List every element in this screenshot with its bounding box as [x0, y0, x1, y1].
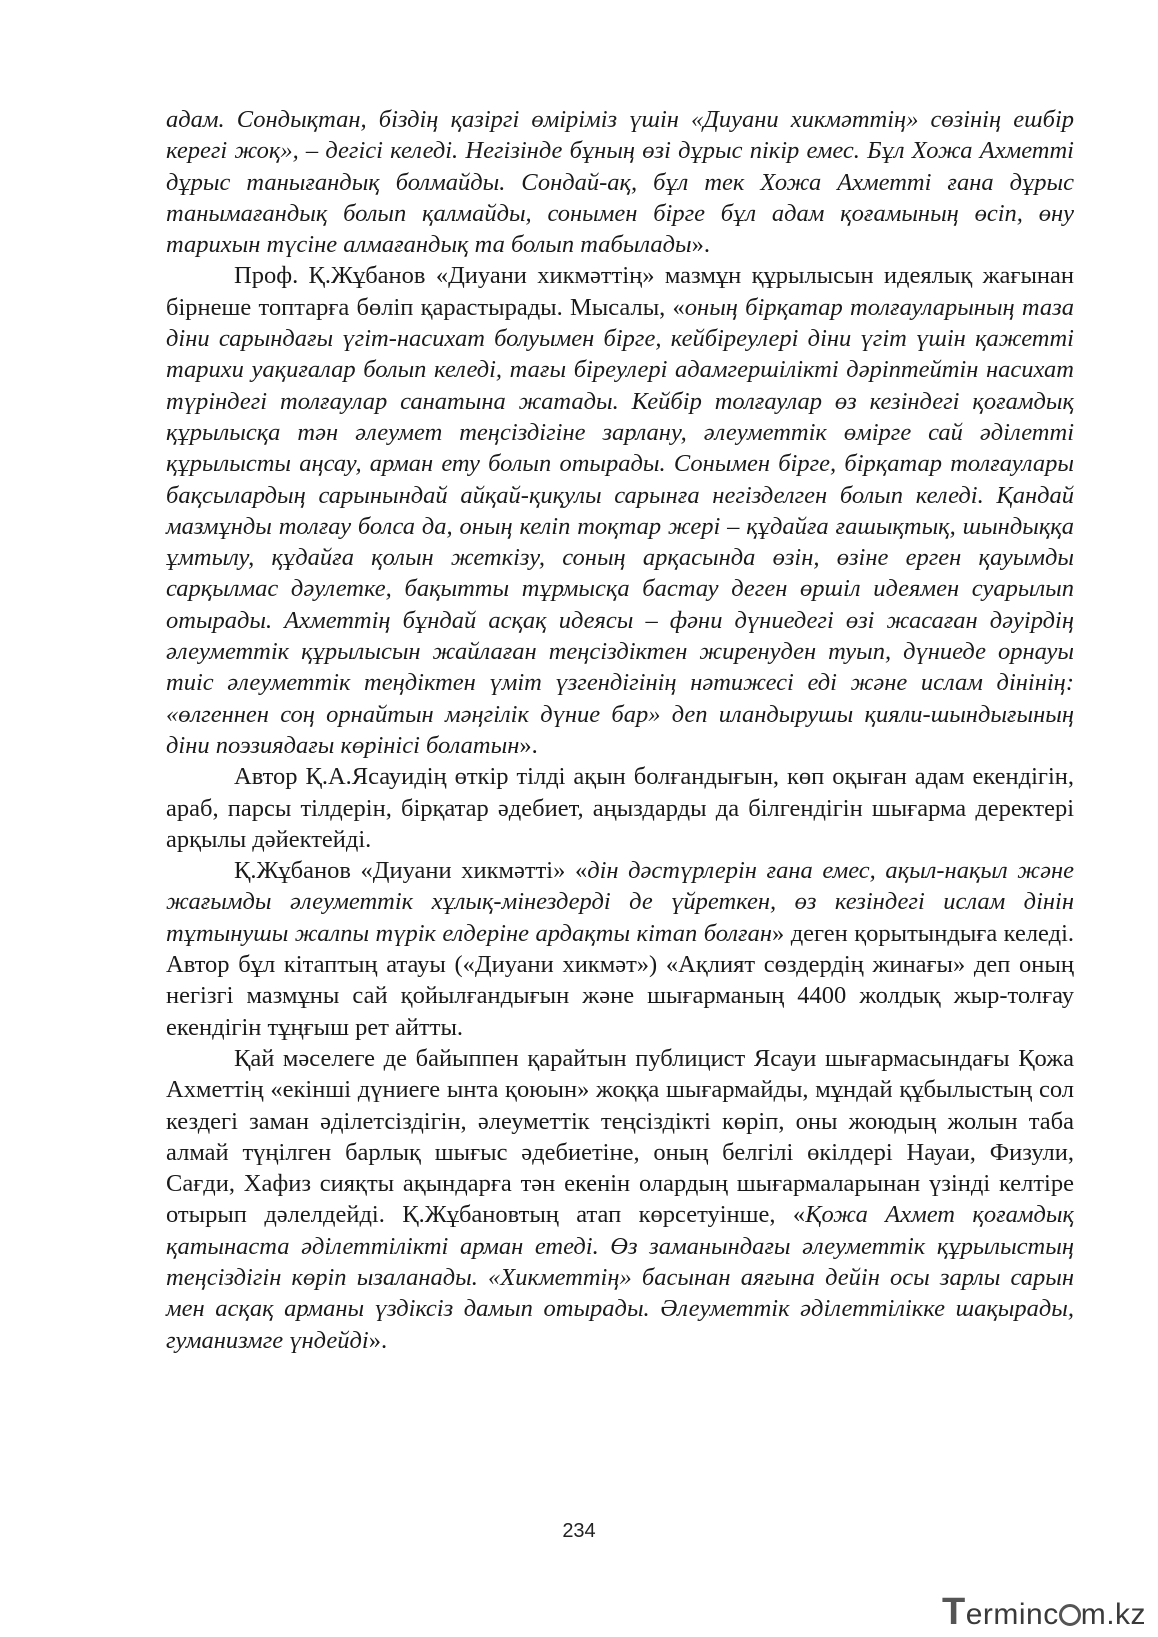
document-body	[166, 104, 1074, 1356]
termincom-watermark-logo	[942, 1591, 1152, 1633]
page-number: 234	[562, 1520, 596, 1542]
text-run: ».	[368, 1326, 388, 1354]
italic-quote-run: адам. Сондықтан, біздің қазіргі өміріміз үшін «Диуани хикмәттің» сөзінің ешбір керегі жоқ», – дегісі келеді. Негізінде бұның өзі дұрыс пікір емес. Бұл Хожа Ахметті дұрыс танығандық болмайды. Сондай-ақ, бұл тек Хожа Ахметті ғана дұрыс танымағандық болып қалмайды, сонымен бірге бұл адам қоғамының өсіп, өну тарихын түсіне алмағандық та болып табылады	[166, 106, 1074, 259]
text-run: Автор Қ.А.Ясауидің өткір тілді ақын болғандығын, көп оқыған адам екендігін, араб, парсы тілдерін, бірқатар әдебиет, аңыздарды да білгендігін шығарма деректері арқылы дәйектейді.	[166, 763, 1074, 853]
watermark-o-circle-icon	[1059, 1604, 1081, 1626]
watermark-t: T	[942, 1591, 966, 1633]
italic-quote-run: дін дәстүрлерін ғана емес, ақыл-нақыл және жағымды әлеуметтік хұлық-мінездерді де үйреткен, өз кезіндегі ислам дінін тұтынушы жалпы түрік елдеріне ардақты кітап болған	[166, 857, 1074, 947]
italic-quote-run: Қожа Ахмет қоғамдық қатынаста әділеттілікті арман етеді. Өз заманындағы әлеуметтік құрылыстың теңсіздігін көріп ызаланады. «Хикметтің» басынан аяғына дейін осы зарлы сарын мен асқақ арманы үздіксіз дамып отырады. Әлеуметтік әділеттілікке шақырады, гуманизмге үндейді	[166, 1201, 1074, 1354]
paragraph	[166, 1043, 1074, 1356]
watermark-part2: c	[1043, 1598, 1059, 1631]
watermark-part3: m.kz	[1080, 1598, 1147, 1631]
italic-quote-run: оның бірқатар толғауларының таза діни сарындағы үгіт-насихат болуымен бірге, кейбіреулері діни үгіт үшін қажетті тарихи уақиғалар болып келеді, тағы біреулері адамгершілікті дәріптейтін насихат түріндегі толғаулар санатына жатады. Кейбір толғаулар өз кезіндегі қоғамдық құрылысқа тән әлеумет теңсіздігіне зарлану, әлеуметтік өмірге сай әділетті құрылысты аңсау, арман ету болып отырады. Сонымен бірге, бірқатар толғаулары бақсылардың сарынындай айқай-қиқулы сарынға негізделген болып келеді. Қандай мазмұнды толғау болса да, оның келіп тоқтар жері – құдайға ғашықтық, шындыққа ұмтылу, құдайға қолын жеткізу, соның арқасында өзін, өзіне ерген қауымды сарқылмас дәулетке, бақытты тұрмысқа бастау деген өршіл идеямен суарылып отырады. Ахметтің бұндай асқақ идеясы – фәни дүниедегі өзі жасаған дәуірдің әлеуметтік құрылысын жайлаған теңсіздіктен жиренуден туып, дүниеде орнауы тиіс әлеуметтік теңдіктен үміт үзгендігінің нәтижесі еді және ислам дінінің: «өлгеннен соң орнайтын мәңгілік дүние бар» деп иландырушы қияли-шындығының діни поэзиядағы көрінісі болатын	[166, 293, 1074, 759]
text-run: ».	[691, 231, 711, 259]
text-run: » деген қорытындыға келеді. Автор бұл кітаптың атауы («Диуани хикмәт») «Ақлият сөздердің жинағы» деп оның негізгі мазмұны сай қойылғандығын және шығарманың 4400 жолдық жыр-толғау екендігін тұңғыш рет айтты.	[166, 919, 1074, 1041]
paragraph	[166, 761, 1074, 855]
paragraph	[166, 104, 1074, 260]
text-run: Проф. Қ.Жұбанов «Диуани хикмәттің» мазмұн құрылысын идеялық жағынан бірнеше топтарға бөліп қарастырады. Мысалы, «	[166, 262, 1074, 321]
text-run: Қ.Жұбанов «Диуани хикмәтті» «	[234, 857, 588, 885]
text-run: Қай мәселеге де байыппен қарайтын публицист Ясауи шығармасындағы Қожа Ахметтің «екінші дүниеге ынта қоюын» жоққа шығармайды, мұндай құбылыстың сол кездегі заман әділетсіздігін, әлеуметтік теңсіздікті көріп, оны жоюдың жолын таба алмай түңілген барлық шығыс әдебиетіне, оның белгілі өкілдері Науаи, Физули, Сағди, Хафиз сияқты ақындарға тән екенін олардың шығармаларынан үзінді келтіре отырып дәлелдейді. Қ.Жұбановтың атап көрсетуінше, «	[166, 1044, 1074, 1229]
paragraph	[166, 260, 1074, 761]
paragraph	[166, 855, 1074, 1043]
watermark-part1: ermin	[965, 1598, 1044, 1631]
text-run: ».	[519, 731, 538, 759]
